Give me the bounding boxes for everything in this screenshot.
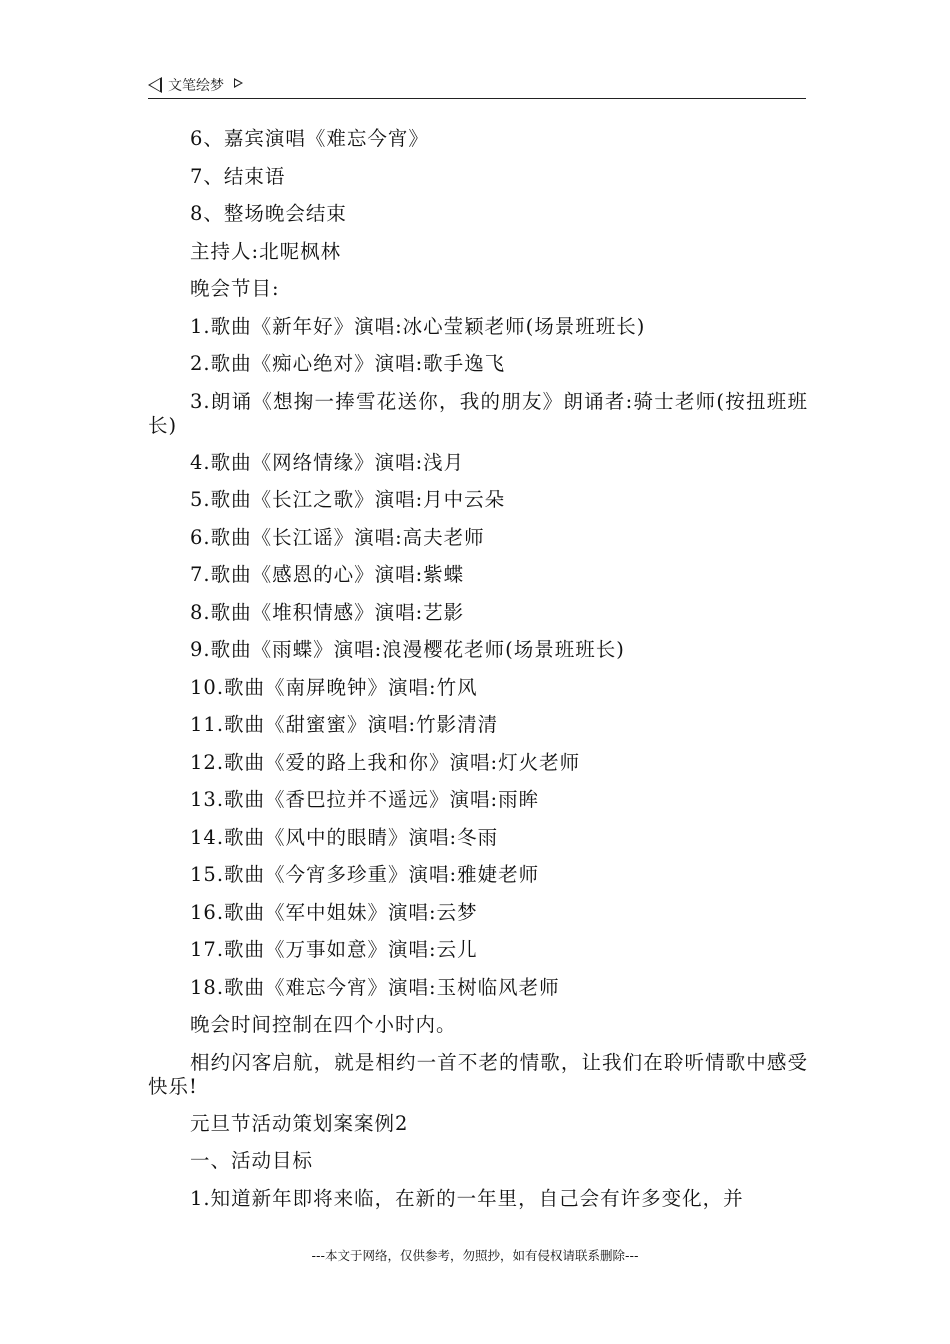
program-item: 8.歌曲《堆积情感》演唱:艺影 [190, 600, 465, 624]
program-item: 6.歌曲《长江谣》演唱:高夫老师 [190, 525, 485, 549]
section-heading: 一、活动目标 [190, 1149, 314, 1172]
document-body [148, 120, 808, 1217]
program-item: 9.歌曲《雨蝶》演唱:浪漫樱花老师(场景班班长) [190, 638, 625, 661]
page-footer: ---本文于网络，仅供参考，勿照抄，如有侵权请联系删除--- [311, 1248, 639, 1263]
program-item: 18.歌曲《难忘今宵》演唱:玉树临风老师 [190, 975, 560, 999]
host-line: 主持人:北呢枫林 [190, 239, 342, 263]
program-heading: 晚会节目: [190, 277, 280, 300]
program-item: 12.歌曲《爱的路上我和你》演唱:灯火老师 [190, 750, 581, 774]
triangle-right-icon [234, 78, 243, 88]
triangle-left-icon [148, 77, 162, 93]
program-item: 10.歌曲《南屏晚钟》演唱:竹风 [190, 675, 478, 699]
program-item: 16.歌曲《军中姐妹》演唱:云梦 [190, 900, 478, 924]
duration-note: 晚会时间控制在四个小时内。 [190, 1013, 457, 1036]
text-line: 7、结束语 [190, 164, 286, 188]
program-item-wrapped: 3.朗诵《想掬一捧雪花送你，我的朋友》朗诵者:骑士老师(按扭班班长) [148, 389, 808, 437]
program-item: 14.歌曲《风中的眼睛》演唱:冬雨 [190, 825, 499, 849]
text-line: 6、嘉宾演唱《难忘今宵》 [190, 127, 429, 150]
page-header [148, 72, 806, 99]
program-item: 4.歌曲《网络情缘》演唱:浅月 [190, 450, 465, 474]
program-item: 17.歌曲《万事如意》演唱:云儿 [190, 938, 478, 961]
program-item: 11.歌曲《甜蜜蜜》演唱:竹影清清 [190, 713, 499, 736]
text-line: 8、整场晚会结束 [190, 202, 347, 225]
program-item: 15.歌曲《今宵多珍重》演唱:雅婕老师 [190, 863, 540, 886]
program-item: 7.歌曲《感恩的心》演唱:紫蝶 [190, 563, 465, 586]
closing-paragraph: 相约闪客启航，就是相约一首不老的情歌，让我们在聆听情歌中感受快乐! [148, 1050, 808, 1098]
header-title: 文笔绘梦 [168, 78, 224, 94]
text-line: 1.知道新年即将来临，在新的一年里，自己会有许多变化，并 [190, 1186, 744, 1210]
section-title: 元旦节活动策划案案例2 [190, 1111, 409, 1135]
program-item: 13.歌曲《香巴拉并不遥远》演唱:雨眸 [190, 788, 540, 811]
program-item: 1.歌曲《新年好》演唱:冰心莹颖老师(场景班班长) [190, 314, 646, 338]
program-item: 5.歌曲《长江之歌》演唱:月中云朵 [190, 488, 506, 511]
program-item: 2.歌曲《痴心绝对》演唱:歌手逸飞 [190, 352, 506, 375]
